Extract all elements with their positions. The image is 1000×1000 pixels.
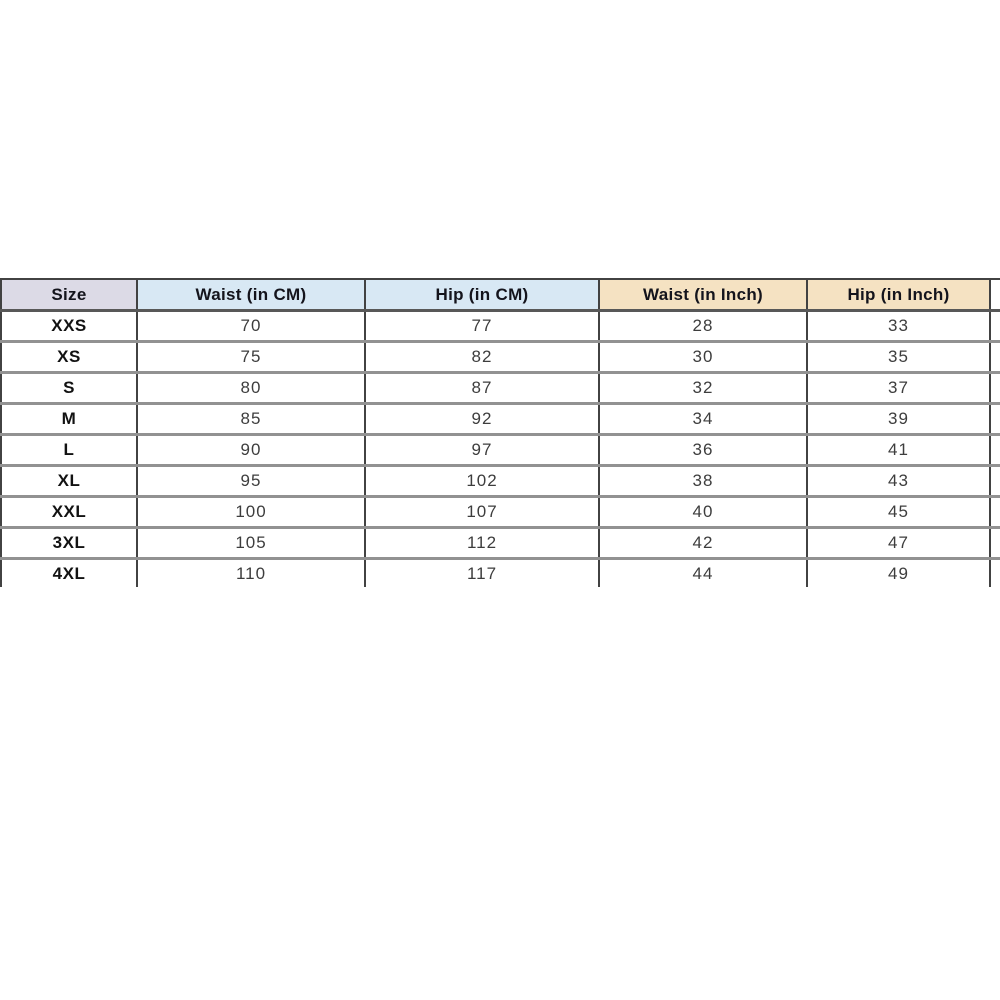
size-chart-table	[0, 278, 1000, 587]
cropped-column-cell	[990, 373, 1000, 404]
measurement-cell: 34	[599, 404, 807, 435]
measurement-cell: 90	[137, 435, 365, 466]
measurement-cell: 40	[599, 497, 807, 528]
measurement-cell: 45	[807, 497, 990, 528]
size-label-cell: M	[1, 404, 137, 435]
cropped-column-header	[990, 279, 1000, 311]
measurement-cell: 85	[137, 404, 365, 435]
measurement-cell: 43	[807, 466, 990, 497]
table-row	[1, 342, 1000, 373]
measurement-cell: 107	[365, 497, 599, 528]
measurement-cell: 92	[365, 404, 599, 435]
measurement-cell: 30	[599, 342, 807, 373]
measurement-cell: 42	[599, 528, 807, 559]
size-label-cell: S	[1, 373, 137, 404]
table-row	[1, 311, 1000, 342]
cropped-column-cell	[990, 311, 1000, 342]
measurement-cell: 49	[807, 559, 990, 588]
measurement-cell: 80	[137, 373, 365, 404]
cropped-column-cell	[990, 497, 1000, 528]
measurement-cell: 47	[807, 528, 990, 559]
measurement-cell: 35	[807, 342, 990, 373]
column-header-size: Size	[1, 279, 137, 311]
measurement-cell: 41	[807, 435, 990, 466]
cropped-column-cell	[990, 342, 1000, 373]
column-header-waist-in-inch: Waist (in Inch)	[599, 279, 807, 311]
size-chart-region	[0, 278, 1000, 587]
measurement-cell: 38	[599, 466, 807, 497]
cropped-column-cell	[990, 435, 1000, 466]
measurement-cell: 77	[365, 311, 599, 342]
measurement-cell: 117	[365, 559, 599, 588]
table-row	[1, 466, 1000, 497]
measurement-cell: 100	[137, 497, 365, 528]
measurement-cell: 70	[137, 311, 365, 342]
measurement-cell: 95	[137, 466, 365, 497]
table-row	[1, 497, 1000, 528]
table-row	[1, 435, 1000, 466]
size-label-cell: XL	[1, 466, 137, 497]
column-header-hip-in-cm: Hip (in CM)	[365, 279, 599, 311]
measurement-cell: 39	[807, 404, 990, 435]
measurement-cell: 110	[137, 559, 365, 588]
measurement-cell: 112	[365, 528, 599, 559]
table-row	[1, 528, 1000, 559]
size-chart-body	[1, 311, 1000, 588]
measurement-cell: 102	[365, 466, 599, 497]
size-label-cell: XXS	[1, 311, 137, 342]
table-row	[1, 373, 1000, 404]
cropped-column-cell	[990, 559, 1000, 588]
size-label-cell: L	[1, 435, 137, 466]
measurement-cell: 28	[599, 311, 807, 342]
column-header-hip-in-inch: Hip (in Inch)	[807, 279, 990, 311]
size-label-cell: XS	[1, 342, 137, 373]
measurement-cell: 97	[365, 435, 599, 466]
measurement-cell: 44	[599, 559, 807, 588]
table-row	[1, 559, 1000, 588]
header-row	[1, 279, 1000, 311]
measurement-cell: 105	[137, 528, 365, 559]
size-chart-header	[1, 279, 1000, 311]
cropped-column-cell	[990, 466, 1000, 497]
measurement-cell: 32	[599, 373, 807, 404]
size-label-cell: 4XL	[1, 559, 137, 588]
measurement-cell: 33	[807, 311, 990, 342]
measurement-cell: 36	[599, 435, 807, 466]
measurement-cell: 87	[365, 373, 599, 404]
cropped-column-cell	[990, 528, 1000, 559]
measurement-cell: 82	[365, 342, 599, 373]
cropped-column-cell	[990, 404, 1000, 435]
table-row	[1, 404, 1000, 435]
measurement-cell: 75	[137, 342, 365, 373]
measurement-cell: 37	[807, 373, 990, 404]
size-label-cell: 3XL	[1, 528, 137, 559]
column-header-waist-in-cm: Waist (in CM)	[137, 279, 365, 311]
size-label-cell: XXL	[1, 497, 137, 528]
